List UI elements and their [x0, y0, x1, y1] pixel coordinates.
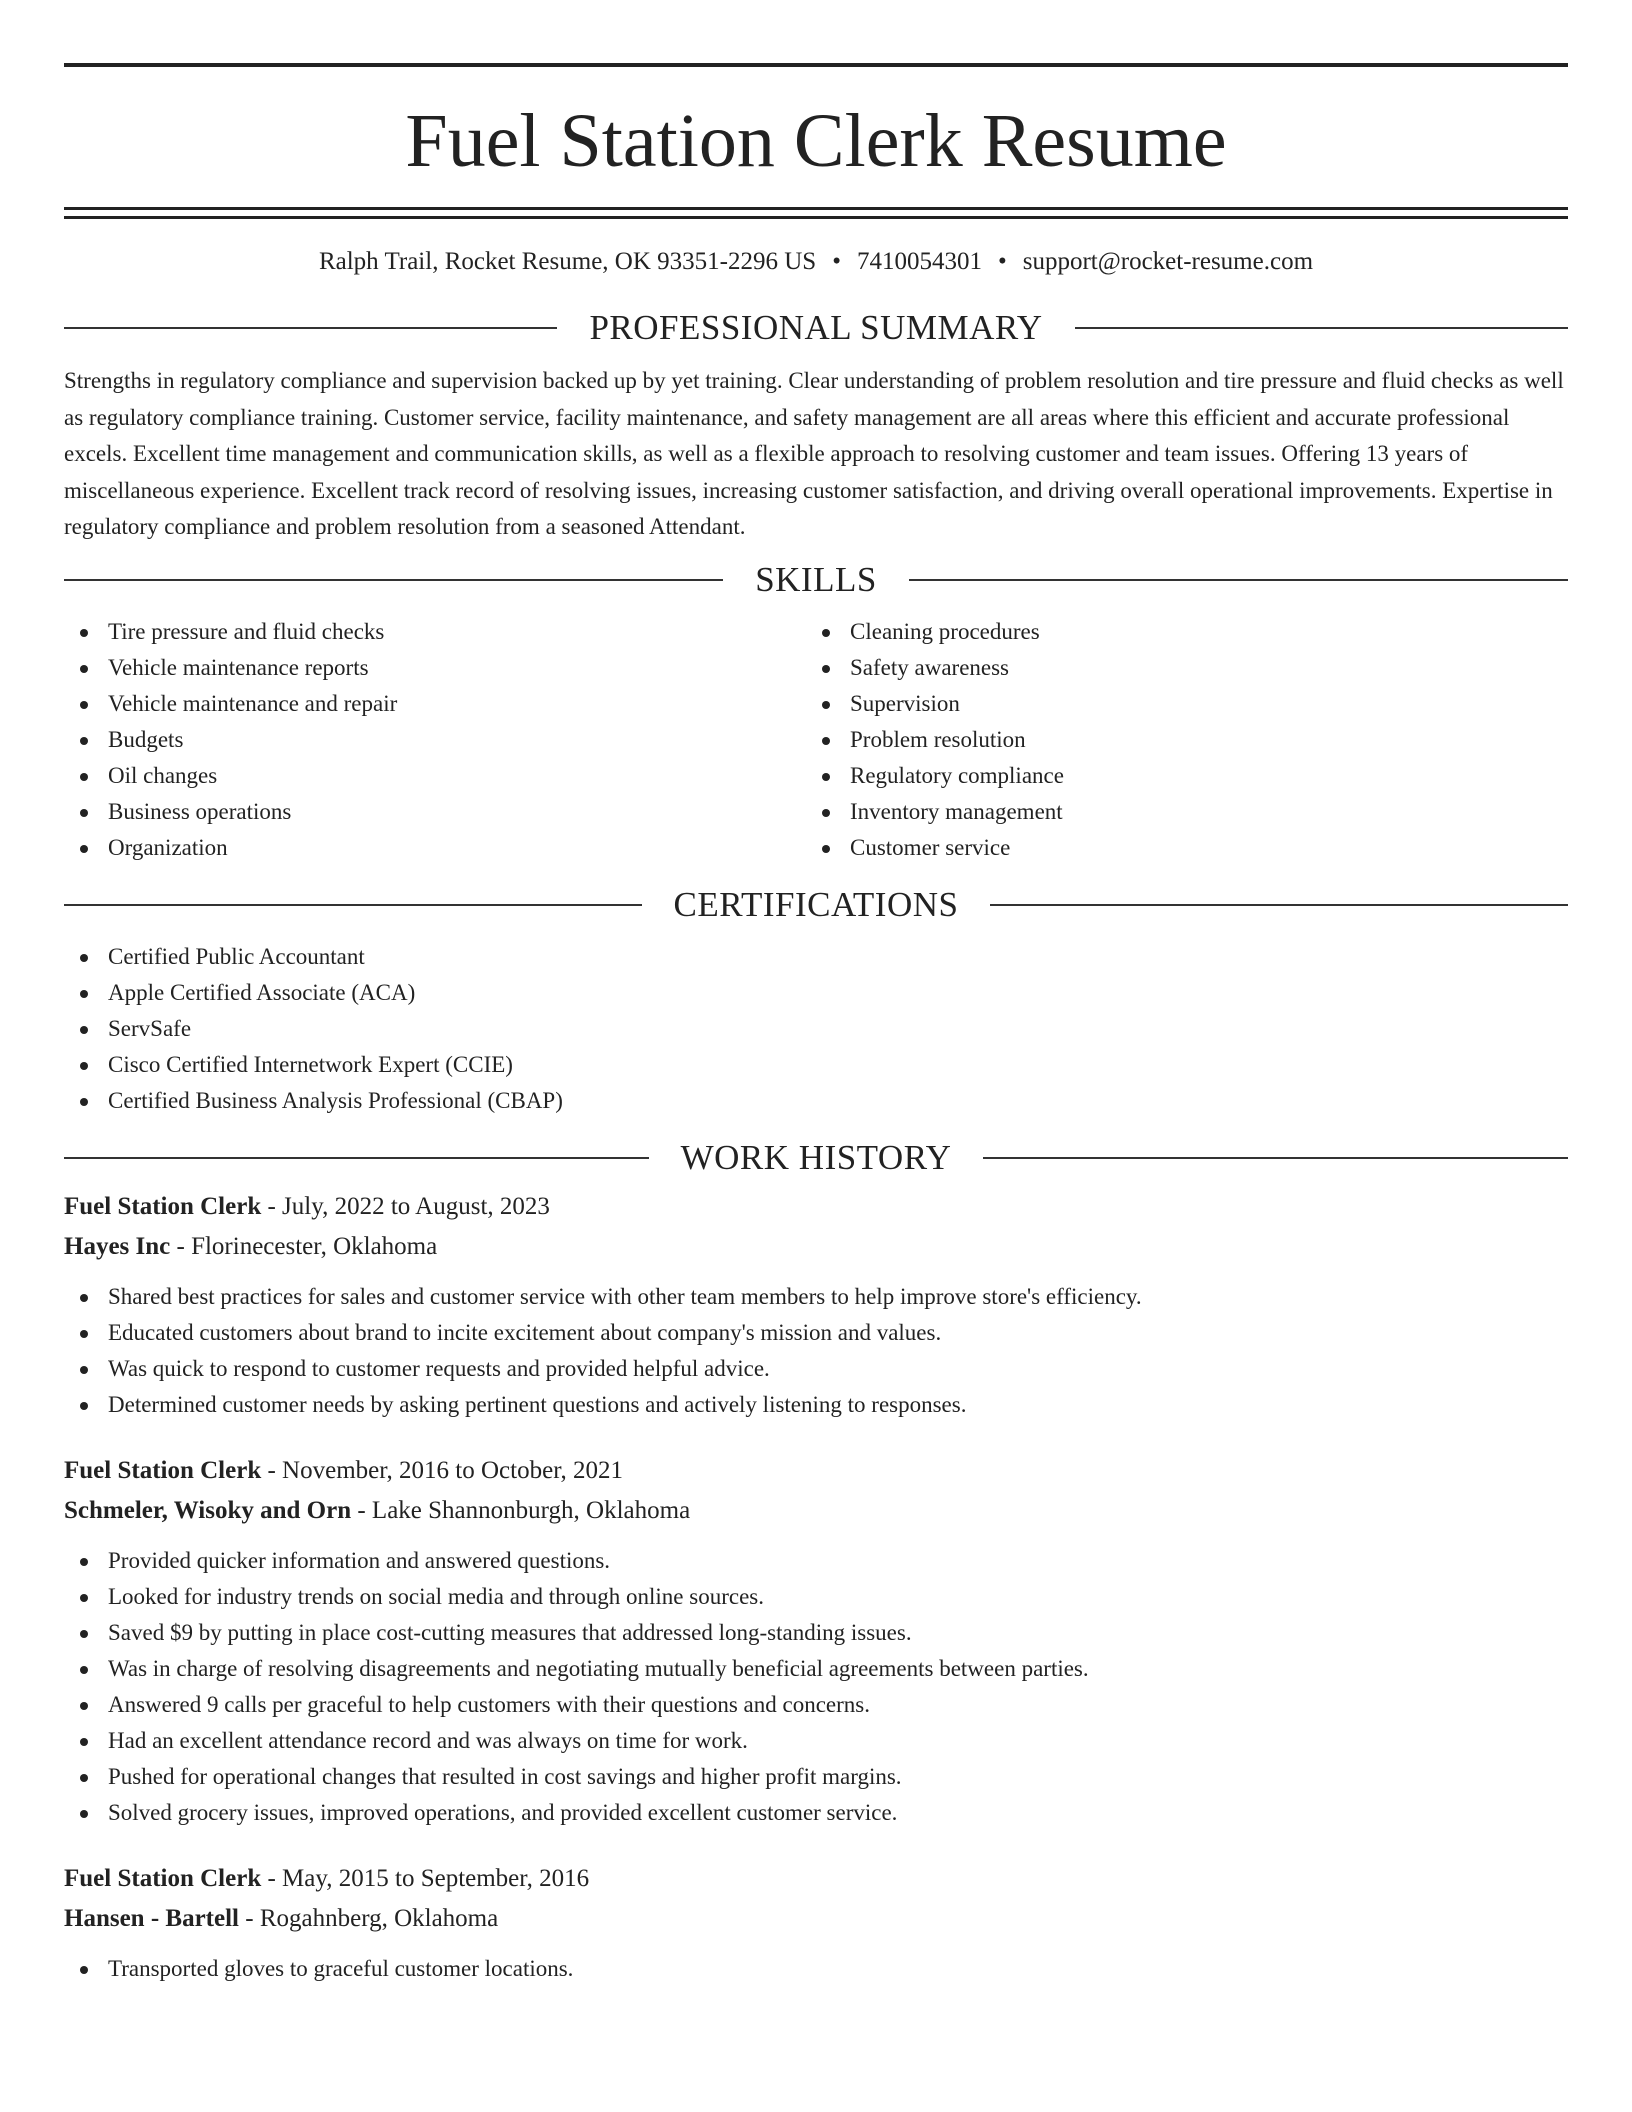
work-history-heading: WORK HISTORY: [680, 1137, 952, 1177]
summary-text: Strengths in regulatory compliance and supervision backed up by yet training. Clear understanding of problem resolution and tire pressure and fluid checks as well as regulatory compliance training. Customer service, facility maintenance, and safety management are all areas where this efficient and accurate professional excels. Excellent time management and communication skills, as well as a flexible approach to resolving customer and team issues. Offering 13 years of miscellaneous experience. Excellent track record of resolving issues, increasing customer satisfaction, and driving overall operational improvements. Expertise in regulatory compliance and problem resolution from a seasoned Attendant.: [64, 368, 1564, 539]
contact-phone: 7410054301: [856, 248, 982, 275]
skill-item: Budgets: [64, 722, 806, 758]
heading-rule: [64, 327, 557, 329]
job-duty-item: Looked for industry trends on social media and through online sources.: [64, 1579, 1568, 1615]
skills-list-right: [806, 614, 1548, 866]
job-duty-item: Solved grocery issues, improved operations, and provided excellent customer service.: [64, 1795, 1568, 1831]
heading-rule: [64, 1157, 649, 1159]
job-title-line: [64, 1859, 1568, 1899]
job-duties-list: [64, 1543, 1568, 1831]
job-duties-list: [64, 1279, 1568, 1423]
top-rule: [64, 63, 1568, 67]
skill-item: Problem resolution: [806, 722, 1548, 758]
skill-item: Tire pressure and fluid checks: [64, 614, 806, 650]
job-duty-item: Saved $9 by putting in place cost-cutting measures that addressed long-standing issues.: [64, 1615, 1568, 1651]
resume-page: [64, 0, 1568, 1987]
skills-heading: SKILLS: [755, 559, 877, 599]
skill-item: Supervision: [806, 686, 1548, 722]
certification-item: Cisco Certified Internetwork Expert (CCIE): [64, 1047, 1568, 1083]
contact-line: [64, 247, 1568, 277]
skill-item: Regulatory compliance: [806, 758, 1548, 794]
job-dates: - May, 2015 to September, 2016: [261, 1864, 590, 1892]
skill-item: Safety awareness: [806, 650, 1548, 686]
job-duty-item: Had an excellent attendance record and was always on time for work.: [64, 1723, 1568, 1759]
job-duty-item: Was in charge of resolving disagreements and negotiating mutually beneficial agreements between parties.: [64, 1651, 1568, 1687]
job-duty-item: Educated customers about brand to incite excitement about company's mission and values.: [64, 1315, 1568, 1351]
contact-separator: •: [832, 248, 841, 275]
job-entry: [64, 1187, 1568, 1423]
skill-item: Inventory management: [806, 794, 1548, 830]
skills-list-left: [64, 614, 806, 866]
heading-rule: [64, 904, 642, 906]
job-duty-item: Determined customer needs by asking pertinent questions and actively listening to responses.: [64, 1387, 1568, 1423]
resume-title: Fuel Station Clerk Resume: [405, 99, 1227, 183]
job-duty-item: Transported gloves to graceful customer locations.: [64, 1951, 1568, 1987]
skill-item: Customer service: [806, 830, 1548, 866]
job-dates: - November, 2016 to October, 2021: [261, 1456, 624, 1484]
heading-rule: [983, 1157, 1568, 1159]
contact-email: support@rocket-resume.com: [1022, 248, 1314, 275]
heading-rule: [64, 579, 723, 581]
work-history-section-heading: [64, 1138, 1568, 1178]
summary-heading: PROFESSIONAL SUMMARY: [589, 308, 1043, 347]
certification-item: Certified Business Analysis Professional (CBAP): [64, 1083, 1568, 1119]
job-duty-item: Was quick to respond to customer requests and provided helpful advice.: [64, 1351, 1568, 1387]
certification-item: ServSafe: [64, 1011, 1568, 1047]
job-title: Fuel Station Clerk: [64, 1864, 262, 1892]
job-location: - Florinecester, Oklahoma: [170, 1232, 438, 1260]
contact-separator: •: [997, 248, 1007, 275]
skill-item: Vehicle maintenance reports: [64, 650, 806, 686]
skill-item: Oil changes: [64, 758, 806, 794]
job-company-line: [64, 1899, 1568, 1939]
job-company-line: [64, 1491, 1568, 1531]
job-duty-item: Provided quicker information and answered questions.: [64, 1543, 1568, 1579]
job-title-line: [64, 1187, 1568, 1227]
job-entry: [64, 1451, 1568, 1831]
certifications-heading: CERTIFICATIONS: [673, 884, 959, 924]
job-duties-list: [64, 1951, 1568, 1987]
job-entry: [64, 1859, 1568, 1987]
heading-rule: [909, 579, 1568, 581]
heading-rule: [1075, 327, 1568, 329]
summary-section-heading: [64, 308, 1568, 348]
job-duty-item: Answered 9 calls per graceful to help customers with their questions and concerns.: [64, 1687, 1568, 1723]
job-location: - Lake Shannonburgh, Oklahoma: [351, 1496, 691, 1524]
skill-item: Vehicle maintenance and repair: [64, 686, 806, 722]
skill-item: Cleaning procedures: [806, 614, 1548, 650]
title-double-rule: [64, 207, 1568, 219]
certifications-section-heading: [64, 885, 1568, 925]
job-dates: - July, 2022 to August, 2023: [261, 1192, 550, 1220]
skills-grid: [64, 614, 1568, 866]
job-company: Hansen - Bartell: [64, 1904, 239, 1932]
job-title: Fuel Station Clerk: [64, 1456, 262, 1484]
heading-rule: [990, 904, 1568, 906]
skill-item: Organization: [64, 830, 806, 866]
job-company-line: [64, 1227, 1568, 1267]
certification-item: Certified Public Accountant: [64, 939, 1568, 975]
job-company: Hayes Inc: [64, 1232, 171, 1260]
certification-item: Apple Certified Associate (ACA): [64, 975, 1568, 1011]
certifications-list: [64, 939, 1568, 1119]
job-duty-item: Shared best practices for sales and customer service with other team members to help improve store's efficiency.: [64, 1279, 1568, 1315]
skill-item: Business operations: [64, 794, 806, 830]
job-location: - Rogahnberg, Oklahoma: [239, 1904, 499, 1932]
job-title: Fuel Station Clerk: [64, 1192, 262, 1220]
skills-section-heading: [64, 560, 1568, 600]
contact-address: Ralph Trail, Rocket Resume, OK 93351-2296 US: [318, 248, 817, 275]
job-title-line: [64, 1451, 1568, 1491]
job-duty-item: Pushed for operational changes that resulted in cost savings and higher profit margins.: [64, 1759, 1568, 1795]
job-company: Schmeler, Wisoky and Orn: [64, 1496, 352, 1524]
